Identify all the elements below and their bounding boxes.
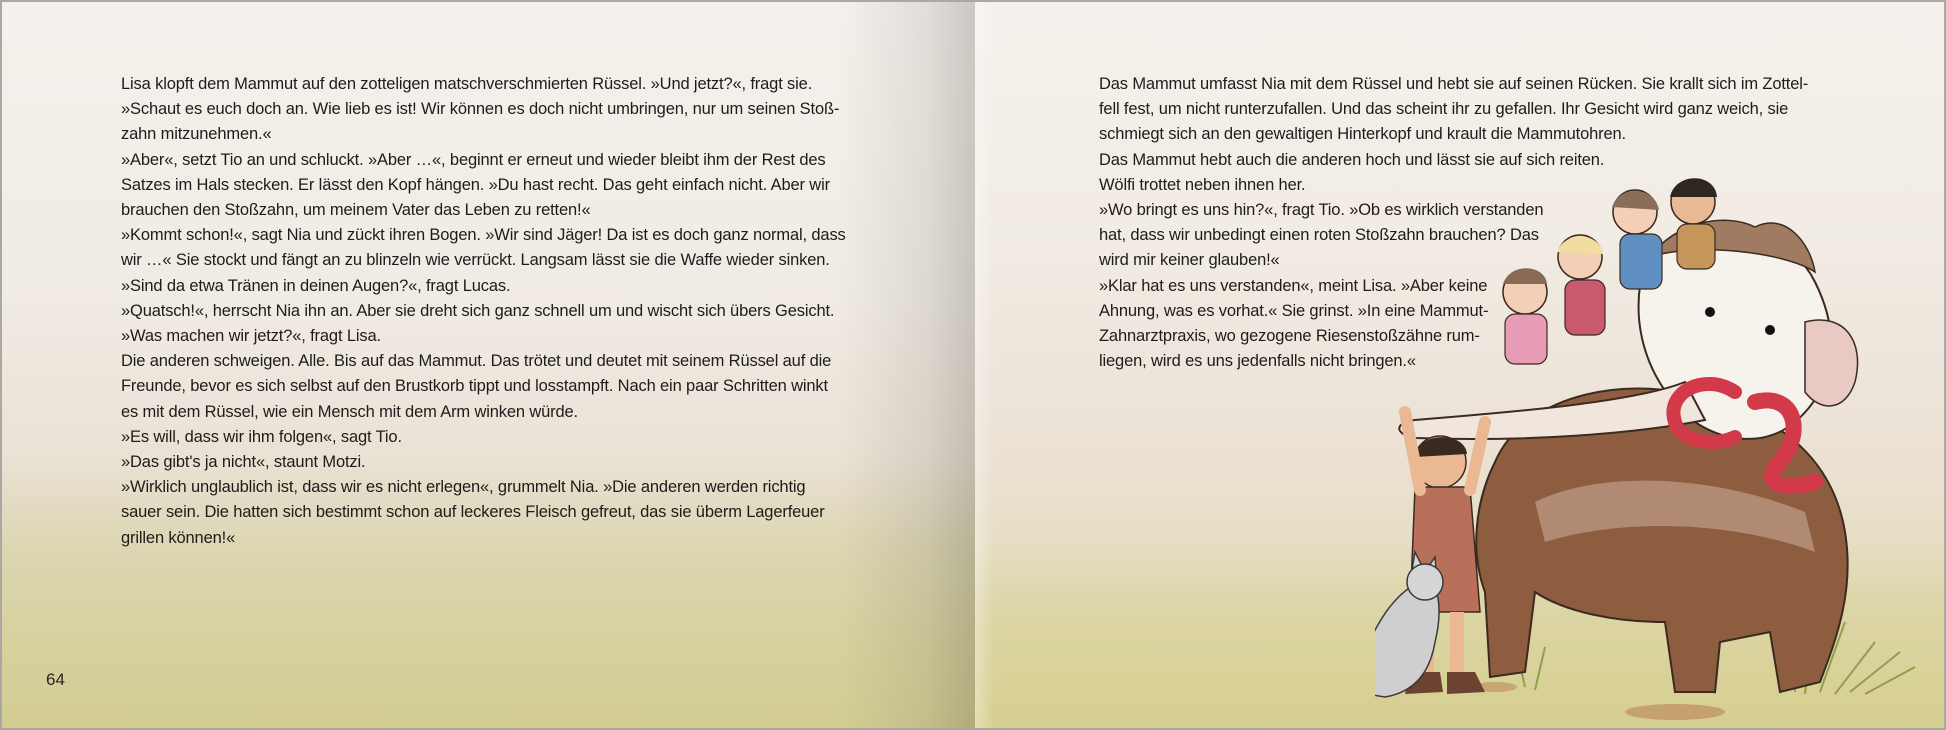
text-line: hat, dass wir unbedingt einen roten Stoßzahn brauchen? Das: [1099, 226, 1539, 245]
text-line: »Aber«, setzt Tio an und schluckt. »Aber …«, beginnt er erneut und wieder bleibt ihm der Rest des: [121, 150, 826, 169]
mammoth-icon: [1399, 220, 1857, 692]
text-line: sauer sein. Die hatten sich bestimmt schon auf leckeres Fleisch gefreut, das sie überm Lagerfeuer: [121, 503, 825, 522]
page-number: 64: [46, 670, 65, 689]
text-line: »Sind da etwa Tränen in deinen Augen?«, fragt Lucas.: [121, 276, 511, 295]
text-line: liegen, wird es uns jedenfalls nicht bringen.«: [1099, 352, 1416, 371]
text-line: Das Mammut hebt auch die anderen hoch und lässt sie auf sich reiten.: [1099, 150, 1605, 169]
text-line: Ahnung, was es vorhat.« Sie grinst. »In eine Mammut-: [1099, 301, 1489, 320]
text-line: es mit dem Rüssel, wie ein Mensch mit dem Arm winken würde.: [121, 402, 578, 421]
text-line: »Schaut es euch doch an. Wie lieb es ist! Wir können es doch nicht umbringen, nur um seinen Stoß-: [121, 100, 840, 119]
text-line: Freunde, bevor es sich selbst auf den Brustkorb tippt und losstampft. Nach ein paar Schritten winkt: [121, 377, 828, 396]
text-line: wird mir keiner glauben!«: [1099, 251, 1280, 270]
text-line: schmiegt sich an den gewaltigen Hinterkopf und krault die Mammutohren.: [1099, 125, 1626, 144]
text-line: Das Mammut umfasst Nia mit dem Rüssel und hebt sie auf seinen Rücken. Sie krallt sich im Zottel-: [1099, 75, 1809, 93]
text-line: Lisa klopft dem Mammut auf den zotteligen matschverschmierten Rüssel. »Und jetzt?«, fragt sie.: [121, 75, 813, 93]
text-line: brauchen den Stoßzahn, um meinem Vater das Leben zu retten!«: [121, 201, 591, 220]
right-page: [975, 2, 1944, 728]
left-page: [2, 2, 975, 728]
mammoth-illustration: [1375, 172, 1944, 728]
text-line: zahn mitzunehmen.«: [121, 125, 272, 144]
book-spread: [2, 2, 1944, 728]
text-line: »Es will, dass wir ihm folgen«, sagt Tio.: [121, 427, 402, 446]
text-line: Zahnarztpraxis, wo gezogene Riesenstoßzähne rum-: [1099, 327, 1480, 346]
text-line: »Wo bringt es uns hin?«, fragt Tio. »Ob es wirklich verstanden: [1099, 201, 1544, 219]
text-line: »Klar hat es uns verstanden«, meint Lisa. »Aber keine: [1099, 276, 1488, 295]
text-line: fell fest, um nicht runterzufallen. Und das scheint ihr zu gefallen. Ihr Gesicht wird ganz weich, sie: [1099, 100, 1789, 119]
text-line: »Was machen wir jetzt?«, fragt Lisa.: [121, 327, 381, 346]
text-line: »Quatsch!«, herrscht Nia ihn an. Aber sie dreht sich ganz schnell um und wischt sich übers Gesicht.: [121, 301, 835, 320]
text-line: wir …« Sie stockt und fängt an zu blinzeln wie verrückt. Langsam lässt sie die Waffe wieder sinken.: [121, 251, 830, 270]
text-line: grillen können!«: [121, 528, 236, 547]
text-line: »Wirklich unglaublich ist, dass wir es nicht erlegen«, grummelt Nia. »Die anderen werden richtig: [121, 478, 806, 497]
text-line: »Das gibt's ja nicht«, staunt Motzi.: [121, 453, 366, 472]
left-page-text: [121, 72, 861, 551]
text-line: Die anderen schweigen. Alle. Bis auf das Mammut. Das trötet und deutet mit seinem Rüssel auf die: [121, 352, 832, 371]
text-line: Satzes im Hals stecken. Er lässt den Kopf hängen. »Du hast recht. Das geht einfach nicht. Aber wir: [121, 175, 830, 194]
text-line: Wölfi trottet neben ihnen her.: [1099, 175, 1306, 194]
text-line: »Kommt schon!«, sagt Nia und zückt ihren Bogen. »Wir sind Jäger! Da ist es doch ganz normal, dass: [121, 226, 846, 245]
